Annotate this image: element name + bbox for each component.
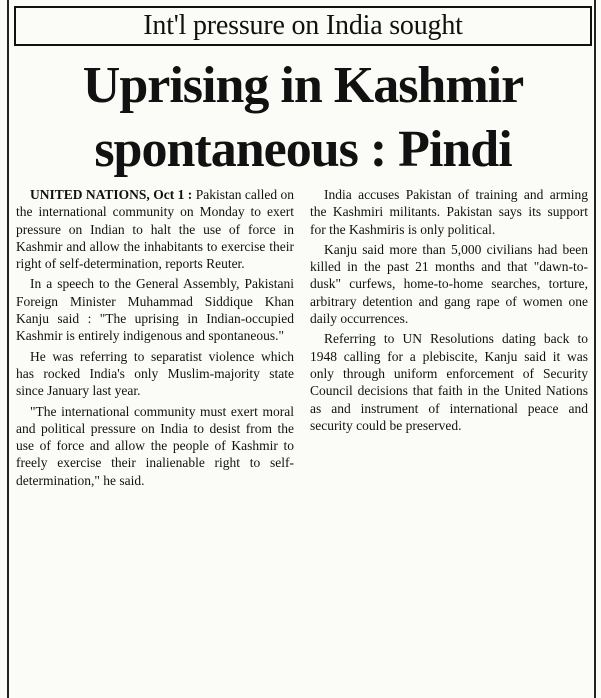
article-body (16, 186, 588, 492)
dateline: UNITED NATIONS, Oct 1 : (30, 187, 193, 202)
left-column-rule (7, 0, 9, 698)
kicker-headline: Int'l pressure on India sought (14, 6, 592, 46)
right-column-rule (594, 0, 596, 698)
paragraph-1 (16, 186, 294, 272)
headline-line-1: Uprising in Kashmir (82, 57, 524, 114)
main-headline (14, 54, 592, 182)
paragraph-7: Referring to UN Resolutions dating back to 1948 calling for a plebiscite, Kanju said it was only through uniform enforcement of Security Council decisions that faith in the United Nations as and instrument of international peace and security could be preserved. (310, 331, 588, 433)
paragraph-2: In a speech to the General Assembly, Pakistani Foreign Minister Muhammad Siddique Khan Kanju said : "The uprising in Indian-occupied Kashmir is entirely indigenous and spontaneous." (16, 276, 294, 344)
paragraph-4: "The international community must exert moral and political pressure on India to desist from the use of force and allow the people of Kashmir to freely exercise their inalienable right to self-determination," he said. (16, 403, 294, 488)
paragraph-1-text: Pakistan called on the international community on Monday to exert pressure on Indian to halt the use of force in Kashmir and allow the inhabitants to exercise their right of self-determination, reports Reuter. (16, 187, 294, 272)
column-left (16, 186, 294, 492)
paragraph-3: He was referring to separatist violence which has rocked India's only Muslim-majority state since January last year. (16, 348, 294, 399)
column-right (310, 186, 588, 492)
headline-line-2: spontaneous : Pindi (94, 121, 512, 178)
paragraph-5: India accuses Pakistan of training and arming the Kashmiri militants. Pakistan says its support for the Kashmiris is only political. (310, 187, 588, 237)
paragraph-6: Kanju said more than 5,000 civilians had been killed in the past 21 months and that "dawn-to-dusk" curfews, home-to-home searches, torture, arbitrary detention and gang rape of women one daily occurrences. (310, 241, 588, 327)
